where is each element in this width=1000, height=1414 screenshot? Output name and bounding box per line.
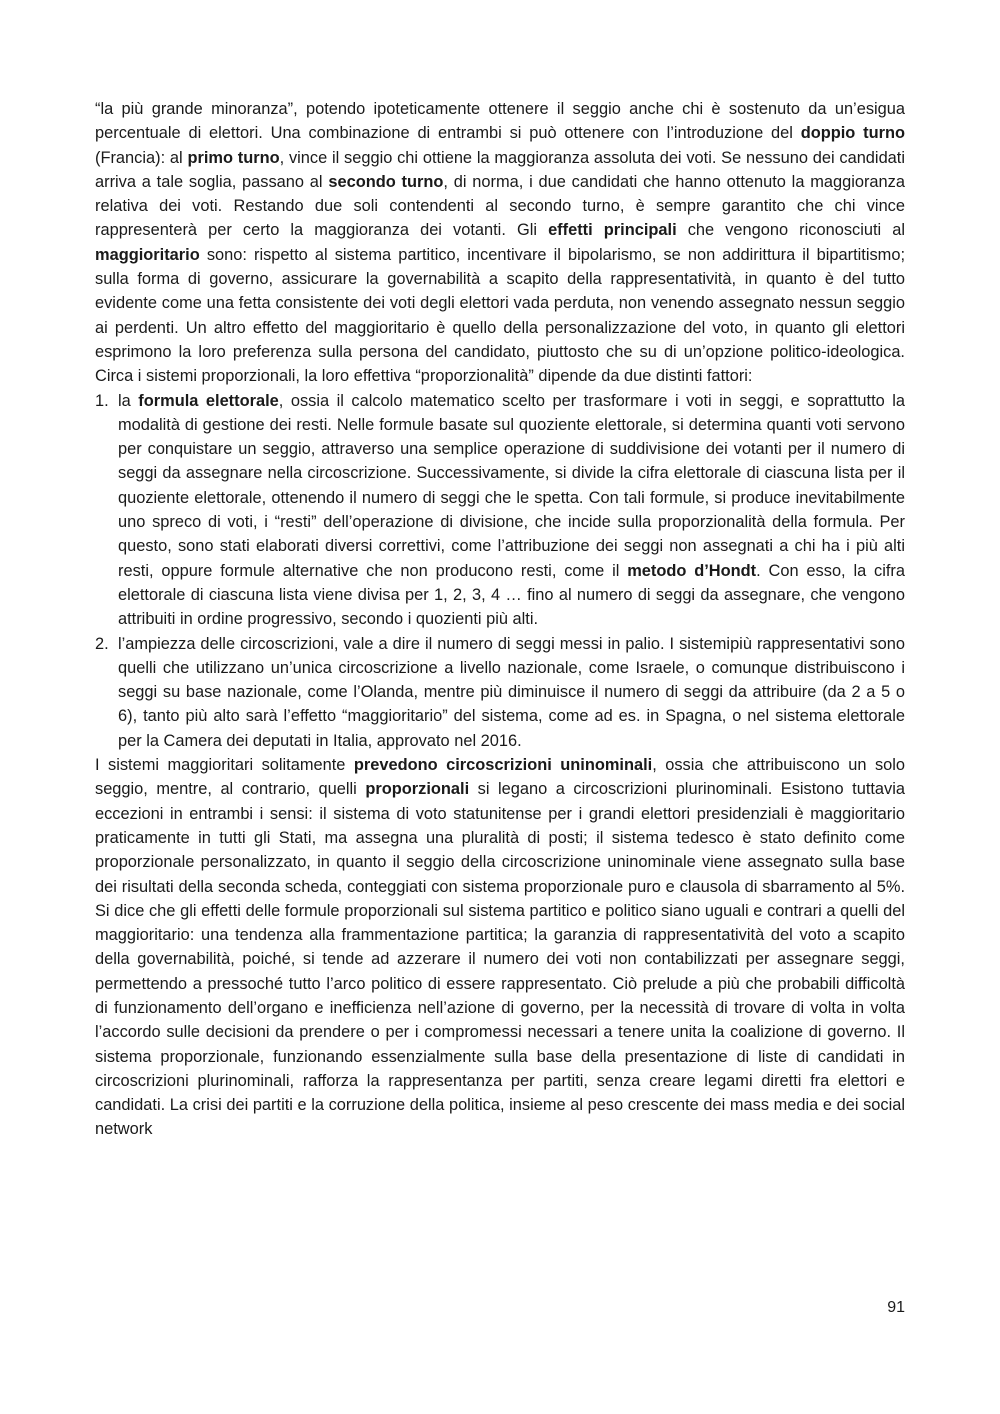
bold-term: primo turno (187, 148, 280, 167)
paragraph-proporzionale (95, 753, 905, 1142)
bold-term: secondo turno (328, 172, 444, 191)
text-run: la (118, 391, 139, 410)
text-run: che vengono riconosciuti al (676, 221, 905, 240)
document-page (95, 97, 905, 1142)
text-run: , vince il seggio chi ottiene la maggioranza assoluta dei voti. Se nessuno dei candidati arriva a tale soglia, passano al (95, 148, 905, 191)
bold-term: formula elettorale (138, 391, 279, 410)
bold-term: doppio turno (800, 124, 906, 143)
bold-term: maggioritario (95, 245, 200, 264)
numbered-list (95, 389, 905, 753)
text-run: l’ampiezza delle circoscrizioni, vale a dire il numero di seggi messi in palio. I sistemipiù rappresentativi sono quelli che utilizzano un’unica circoscrizione a livello nazionale, come Israele, o comunque distribuiscono i seggi su base nazionale, come l’Olanda, mentre più diminuisce il numero di seggi da attribuire (da 2 a 5 o 6), tanto più alto sarà l’effetto “maggioritario” del sistema, come ad es. in Spagna, o nel sistema elettorale per la Camera dei deputati in Italia, approvato nel 2016. (118, 634, 905, 750)
text-run: , ossia che attribuiscono un solo seggio, mentre, al contrario, quelli (95, 756, 906, 799)
text-run: , ossia il calcolo matematico scelto per trasformare i voti in seggi, e soprattutto la modalità di gestione dei resti. Nelle formule basate sul quoziente elettorale, si determina quanti voti servono per conquistare un seggio, attraverso una semplice operazione di suddivisione dei votanti per il numero di seggi da assegnare nella circoscrizione. Successivamente, si divide la cifra elettorale di ciascuna lista per il quoziente elettorale, ottenendo il numero di seggi che le spetta. Con tali formule, si produce inevitabilmente uno spreco di voti, i “resti” dell’operazione di divisione, che incide sulla proporzionalità della formula. Per questo, sono stati elaborati diversi correttivi, come l’attribuzione dei seggi non assegnati a chi ha i più alti resti, oppure formule alternative che non producono resti, come il (118, 391, 906, 580)
list-item (95, 389, 905, 632)
bold-term: effetti principali (548, 221, 677, 240)
list-number: 1. (95, 391, 109, 410)
paragraph-maggioritario (95, 97, 905, 389)
text-run: . Con esso, la cifra elettorale di ciascuna lista viene divisa per 1, 2, 3, 4 … fino al numero di seggi da assegnare, che vengono attribuiti in ordine progressivo, secondo i quozienti più alti. (118, 561, 905, 629)
page-number: 91 (887, 1299, 905, 1316)
text-run: I sistemi maggioritari solitamente (95, 756, 354, 775)
text-run: “la più grande minoranza”, potendo ipoteticamente ottenere il seggio anche chi è sostenuto da un’esigua percentuale di elettori. Una combinazione di entrambi si può ottenere con l’introduzione del (95, 100, 905, 143)
text-run: (Francia): al (95, 148, 188, 167)
list-item (95, 632, 905, 753)
bold-term: proporzionali (365, 780, 470, 799)
list-number: 2. (95, 634, 109, 653)
text-run: , di norma, i due candidati che hanno ottenuto la maggioranza relativa dei voti. Restando due soli contendenti al secondo turno, è sempre garantito che chi vince rappresenterà per certo la maggioranza dei votanti. Gli (95, 172, 905, 240)
text-run: si legano a circoscrizioni plurinominali. Esistono tuttavia eccezioni in entrambi i sensi: il sistema di voto statunitense per i grandi elettori presidenziali è maggioritario praticamente in tutti gli Stati, ma assegna una pluralità di posti; il sistema tedesco è stato definito come proporzionale personalizzato, in quanto il seggio della circoscrizione uninominale viene assegnato sulla base dei risultati della seconda scheda, conteggiati con sistema proporzionale puro e clausola di sbarramento al 5%. Si dice che gli effetti delle formule proporzionali sul sistema partitico e politico siano uguali e contrari a quelli del maggioritario: una tendenza alla frammentazione partitica; la garanzia di rappresentatività del voto a scapito della governabilità, poiché, si tende ad azzerare il numero dei voti non contabilizzati per assegnare seggi, permettendo a pressoché tutto l’arco politico di essere rappresentato. Ciò prelude a più che probabili difficoltà di funzionamento dell’organo e inefficienza nell’azione di governo, per la necessità di trovare di volta in volta l’accordo sulle decisioni da prendere o per i compromessi necessari a tenere unita la coalizione di governo. Il sistema proporzionale, funzionando essenzialmente sulla base della presentazione di liste di candidati in circoscrizioni plurinominali, rafforza la rappresentanza per partiti, senza creare legami diretti fra elettori e candidati. La crisi dei partiti e la corruzione della politica, insieme al peso crescente dei mass media e dei social network (95, 780, 905, 1139)
bold-term: metodo d’Hondt (627, 561, 757, 580)
bold-term: prevedono circoscrizioni uninominali (353, 756, 653, 775)
text-run: sono: rispetto al sistema partitico, incentivare il bipolarismo, se non addirittura il bipartitismo; sulla forma di governo, assicurare la governabilità a scapito della rappresentatività, in quanto è del tutto evidente come una fetta consistente dei voti degli elettori vada perduta, non venendo assegnato nessun seggio ai perdenti. Un altro effetto del maggioritario è quello della personalizzazione del voto, in quanto gli elettori esprimono la loro preferenza sulla persona del candidato, piuttosto che su di un’opzione politico-ideologica. Circa i sistemi proporzionali, la loro effettiva “proporzionalità” dipende da due distinti fattori: (95, 245, 905, 386)
